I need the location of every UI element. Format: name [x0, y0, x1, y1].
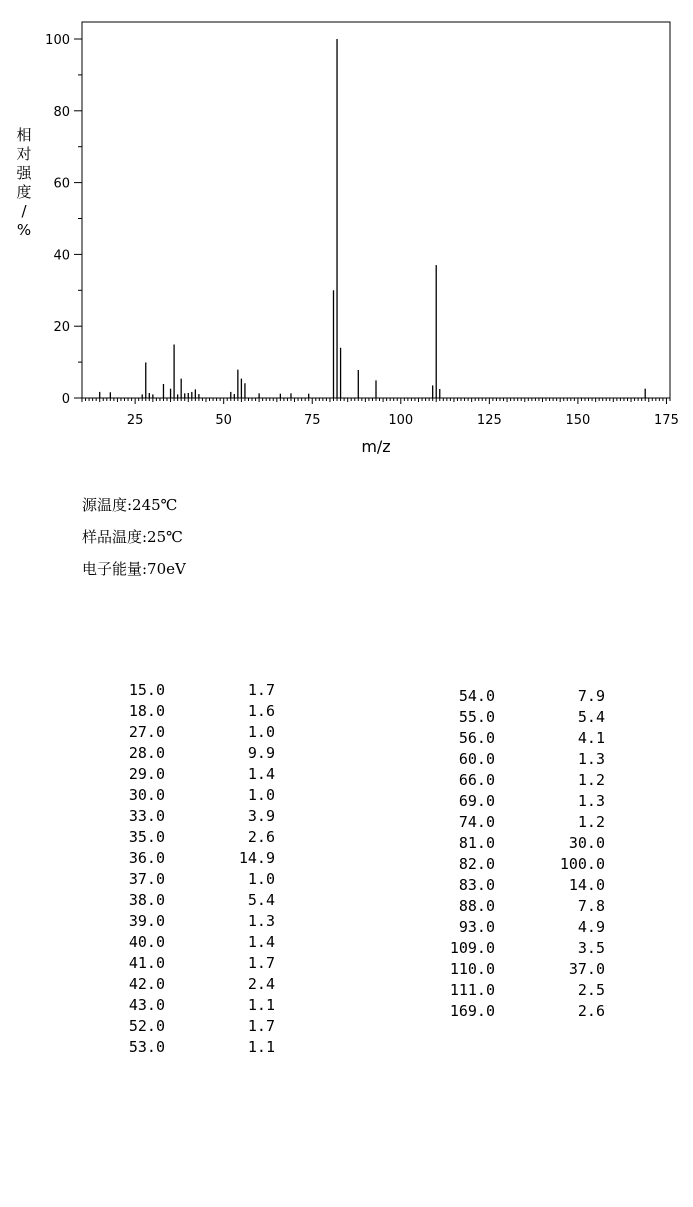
peak-intensity-value: 5.4: [247, 891, 275, 909]
y-tick-label: 100: [45, 33, 70, 48]
peak-table-row: [105, 680, 275, 701]
peak-intensity-value: 7.8: [577, 897, 605, 915]
peak-table-row: [105, 911, 275, 932]
peak-intensity-value: 2.6: [247, 828, 275, 846]
peak-mz-value: 110.0: [449, 960, 495, 978]
peak-intensity-value: 100.0: [559, 855, 605, 873]
peak-mz-value: 29.0: [128, 765, 165, 783]
peak-mz-value: 109.0: [449, 939, 495, 957]
peak-intensity-value: 2.6: [577, 1002, 605, 1020]
peak-mz-value: 39.0: [128, 912, 165, 930]
peak-table-row: [435, 1001, 605, 1022]
peak-table-row: [105, 743, 275, 764]
peak-mz-value: 37.0: [128, 870, 165, 888]
peak-table-row: [105, 1037, 275, 1058]
peak-table-row: [435, 791, 605, 812]
peak-intensity-value: 1.0: [247, 786, 275, 804]
electron-energy: 电子能量:70eV: [82, 560, 186, 578]
peak-intensity-value: 1.0: [247, 723, 275, 741]
peak-intensity-value: 7.9: [577, 687, 605, 705]
peak-mz-value: 88.0: [458, 897, 495, 915]
peak-table-row: [105, 764, 275, 785]
peak-intensity-value: 1.0: [247, 870, 275, 888]
peak-intensity-value: 14.0: [568, 876, 605, 894]
peak-intensity-value: 1.1: [247, 996, 275, 1014]
peak-mz-value: 35.0: [128, 828, 165, 846]
peak-mz-value: 66.0: [458, 771, 495, 789]
peak-mz-value: 54.0: [458, 687, 495, 705]
peak-table-row: [105, 701, 275, 722]
peak-intensity-value: 9.9: [247, 744, 275, 762]
peak-table-row: [105, 722, 275, 743]
y-tick-label: 80: [53, 104, 70, 120]
peak-mz-value: 27.0: [128, 723, 165, 741]
peak-mz-value: 33.0: [128, 807, 165, 825]
peak-intensity-value: 1.7: [247, 954, 275, 972]
peak-intensity-value: 1.2: [577, 813, 605, 831]
peak-intensity-value: 4.1: [577, 729, 605, 747]
peak-table-row: [435, 749, 605, 770]
y-tick-label: 20: [53, 320, 70, 336]
peak-intensity-value: 5.4: [577, 708, 605, 726]
peak-table-row: [105, 995, 275, 1016]
source-temperature: 源温度:245℃: [82, 496, 178, 514]
peak-mz-value: 93.0: [458, 918, 495, 936]
x-tick-label: 25: [126, 413, 144, 428]
plot-frame: [82, 22, 670, 398]
peak-mz-value: 41.0: [128, 954, 165, 972]
peak-mz-value: 55.0: [458, 708, 495, 726]
peak-table-row: [105, 890, 275, 911]
peak-intensity-value: 14.9: [238, 849, 275, 867]
peak-table-left: [105, 680, 275, 1058]
peak-table-row: [435, 707, 605, 728]
peak-intensity-value: 3.9: [247, 807, 275, 825]
x-tick-label: 100: [388, 413, 414, 428]
peak-intensity-value: 1.7: [247, 681, 275, 699]
peak-table-row: [105, 848, 275, 869]
peak-table-row: [435, 959, 605, 980]
x-tick-label: 50: [215, 413, 232, 428]
x-tick-label: 75: [303, 413, 321, 428]
x-axis-label: m/z: [361, 437, 391, 456]
peak-mz-value: 60.0: [458, 750, 495, 768]
peak-table-row: [435, 938, 605, 959]
y-tick-label: 40: [53, 248, 70, 264]
y-axis-label: 相对强度/ %: [16, 126, 32, 239]
y-tick-label: 0: [61, 392, 70, 407]
peak-mz-value: 82.0: [458, 855, 495, 873]
peak-mz-value: 56.0: [458, 729, 495, 747]
peak-mz-value: 15.0: [128, 681, 165, 699]
peak-intensity-value: 1.3: [577, 750, 605, 768]
mass-spectrum-chart: [0, 0, 693, 470]
x-axis-ticks: [127, 413, 679, 428]
peak-table-row: [435, 854, 605, 875]
peak-table-right: [435, 686, 605, 1022]
peak-intensity-value: 1.3: [577, 792, 605, 810]
peak-table-row: [435, 833, 605, 854]
y-tick-label: 60: [53, 176, 70, 192]
peak-table-row: [435, 728, 605, 749]
peak-table-row: [435, 875, 605, 896]
peak-table-row: [105, 1016, 275, 1037]
peak-table-row: [105, 932, 275, 953]
peak-table-row: [105, 827, 275, 848]
peak-table-row: [105, 974, 275, 995]
peak-intensity-value: 1.4: [247, 933, 275, 951]
peak-mz-value: 83.0: [458, 876, 495, 894]
peak-mz-value: 40.0: [128, 933, 165, 951]
peak-table-row: [435, 917, 605, 938]
y-axis-ticks: [45, 33, 82, 407]
x-tick-label: 175: [654, 413, 679, 428]
peak-mz-value: 28.0: [128, 744, 165, 762]
spectrum-peaks: [100, 39, 645, 398]
peak-mz-value: 81.0: [458, 834, 495, 852]
peak-mz-value: 74.0: [458, 813, 495, 831]
x-tick-label: 150: [565, 413, 591, 428]
peak-mz-value: 69.0: [458, 792, 495, 810]
peak-intensity-value: 1.4: [247, 765, 275, 783]
peak-intensity-value: 1.3: [247, 912, 275, 930]
peak-intensity-value: 1.1: [247, 1038, 275, 1056]
peak-mz-value: 30.0: [128, 786, 165, 804]
peak-table-row: [435, 686, 605, 707]
peak-intensity-value: 30.0: [568, 834, 605, 852]
peak-intensity-value: 1.2: [577, 771, 605, 789]
peak-intensity-value: 2.5: [577, 981, 605, 999]
peak-table-row: [435, 770, 605, 791]
peak-table-row: [105, 953, 275, 974]
peak-mz-value: 18.0: [128, 702, 165, 720]
peak-intensity-value: 1.7: [247, 1017, 275, 1035]
peak-mz-value: 38.0: [128, 891, 165, 909]
x-minor-ticks: [82, 398, 670, 404]
peak-mz-value: 53.0: [128, 1038, 165, 1056]
peak-table-row: [435, 812, 605, 833]
peak-intensity-value: 3.5: [577, 939, 605, 957]
peak-mz-value: 111.0: [449, 981, 495, 999]
peak-table-row: [105, 806, 275, 827]
peak-intensity-value: 1.6: [247, 702, 275, 720]
sample-temperature: 样品温度:25℃: [82, 528, 183, 546]
peak-mz-value: 169.0: [449, 1002, 495, 1020]
peak-intensity-value: 4.9: [577, 918, 605, 936]
peak-mz-value: 52.0: [128, 1017, 165, 1035]
peak-mz-value: 36.0: [128, 849, 165, 867]
peak-table-row: [105, 785, 275, 806]
peak-intensity-value: 2.4: [247, 975, 275, 993]
peak-mz-value: 42.0: [128, 975, 165, 993]
x-tick-label: 125: [476, 413, 502, 428]
peak-table-row: [435, 896, 605, 917]
peak-intensity-value: 37.0: [568, 960, 605, 978]
peak-mz-value: 43.0: [128, 996, 165, 1014]
peak-table-row: [105, 869, 275, 890]
peak-table-row: [435, 980, 605, 1001]
